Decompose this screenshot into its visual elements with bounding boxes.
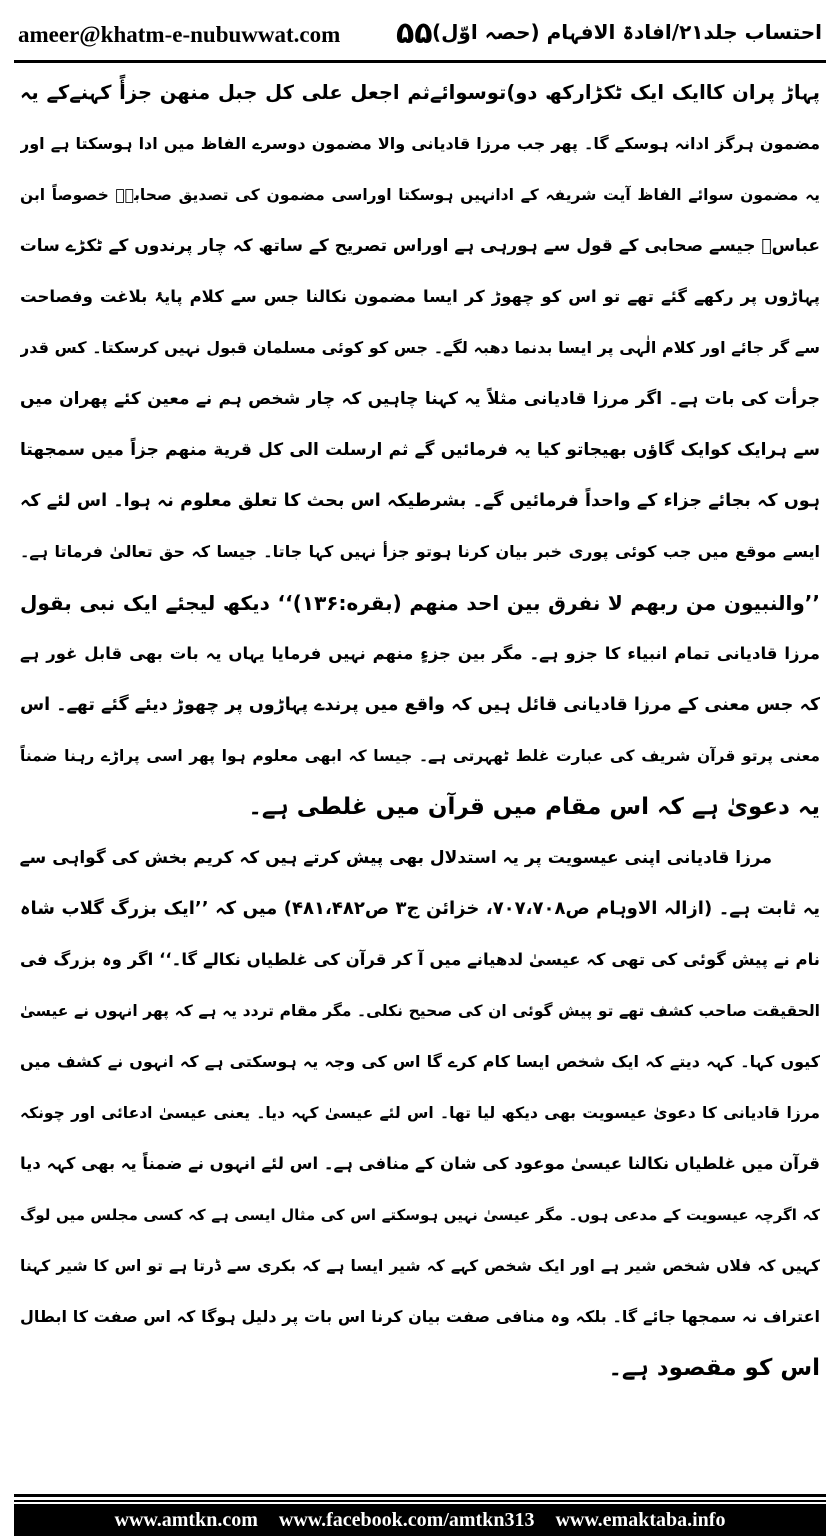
- text-line: کہ اگرچہ عیسویت کے مدعی ہوں۔ مگر عیسیٰ نہیں ہوسکتے اس کی مثال ایسی ہے کہ کسی مجلس میں لوگ: [20, 1206, 820, 1224]
- text-line: اس کو مقصود ہے۔: [608, 1355, 820, 1381]
- text-line: اعتراف نہ سمجھا جائے گا۔ بلکہ وہ منافی صفت بیان کرنا اس بات پر دلیل ہوگا کہ اس صفت کا ابطال: [20, 1307, 820, 1326]
- footer-rule: [14, 1494, 826, 1497]
- text-line: یہ دعویٰ ہے کہ اس مقام میں قرآن میں غلطی ہے۔: [248, 794, 820, 820]
- footer-rule: [14, 1500, 826, 1502]
- footer-link-facebook[interactable]: www.facebook.com/amtkn313: [278, 1509, 535, 1531]
- text-line: یہ ثابت ہے۔ (ازالہ الاوہام ص۷۰۷،۷۰۸، خزائن ج۳ ص۴۸۱،۴۸۲) میں کہ ’’ایک بزرگ گلاب شاہ: [20, 898, 820, 919]
- text-line: مضمون ہرگز ادانہ ہوسکے گا۔ پھر جب مرزا قادیانی والا مضمون دوسرے الفاظ میں ادا ہوسکتا ہے اور: [20, 134, 820, 153]
- footer-link-amtkn[interactable]: www.amtkn.com: [114, 1509, 258, 1531]
- text-line: عباسؓ جیسے صحابی کے قول سے ہورہی ہے اوراس تصریح کے ساتھ کہ چار پرندوں کے ٹکڑے سات: [20, 236, 820, 256]
- text-line: مرزا قادیانی تمام انبیاء کا جزو ہے۔ مگر بین جزءٍ منهم نہیں فرمایا یہاں یہ بات بھی قابل غور ہے: [20, 644, 820, 663]
- page-number: ۵۵: [396, 16, 433, 51]
- body-text: [20, 70, 820, 1430]
- text-line: الحقیقت صاحب کشف تھے تو پیش گوئی ان کی صحیح نکلی۔ مگر مقام تردد یہ ہے کہ پھر انہوں نے عیسیٰ: [20, 1002, 820, 1020]
- text-line: جرأت کی بات ہے۔ اگر مرزا قادیانی مثلاً یہ کہنا چاہیں کہ چار شخص ہم نے معین کئے پھران میں: [20, 389, 820, 409]
- page-header: [14, 14, 826, 62]
- header-rule: [14, 60, 826, 63]
- text-line: معنی پرتو قرآن شریف کی عبارت غلط ٹھہرتی ہے۔ جیسا کہ ابھی معلوم ہوا پھر اسی پراڑے رہنا ضمناً: [20, 747, 820, 765]
- text-line: قرآن میں غلطیاں نکالنا عیسیٰ موعود کی شان کے منافی ہے۔ اس لئے انہوں نے ضمناً یہ بھی کہہ دیا: [20, 1154, 820, 1173]
- text-line: نام نے پیش گوئی کی تھی کہ عیسیٰ لدھیانے میں آ کر قرآن کی غلطیاں نکالے گا۔‘‘ اگر وہ بزرگ فی: [20, 950, 820, 969]
- text-line: کہیں کہ فلاں شخص شیر ہے اور ایک شخص کہے کہ شیر ایسا ہے کہ بکری سے ڈرتا ہے تو اس کا شیر کہنا: [20, 1257, 820, 1275]
- text-line: سے گر جائے اور کلام الٰہی پر ایسا بدنما دھبہ لگے۔ جس کو کوئی مسلمان قبول نہیں کرسکتا۔ کس قدر: [20, 338, 820, 357]
- text-line: کہ جس معنی کے مرزا قادیانی قائل ہیں کہ واقع میں پرندے پہاڑوں پر چھوڑ دیئے گئے تھے۔ اس: [20, 695, 820, 715]
- text-line: مرزا قادیانی کا دعویٰ عیسویت بھی دیکھ لیا تھا۔ اس لئے عیسیٰ کہہ دیا۔ یعنی عیسیٰ ادعائی اور چونکہ: [20, 1104, 820, 1122]
- text-line: پہاڑوں پر رکھے گئے تھے تو اس کو چھوڑ کر ایسا مضمون نکالنا جس سے کلام پایۂ بلاغت وفصاحت: [20, 287, 820, 306]
- text-line: پہاڑ پران کاایک ایک ٹکڑارکھ دو)توسوائےثم اجعل علی کل جبل منهن جزأً کہنےکے یہ: [20, 81, 820, 104]
- text-line: مرزا قادیانی اپنی عیسویت پر یہ استدلال بھی پیش کرتے ہیں کہ کریم بخش کی گواہی سے: [20, 848, 772, 868]
- header-email: ameer@khatm-e-nubuwwat.com: [18, 22, 341, 47]
- footer-bar: [14, 1504, 826, 1536]
- footer-link-emaktaba[interactable]: www.emaktaba.info: [555, 1509, 726, 1531]
- book-title: احتساب جلد۲۱/افادۃ الافہام (حصہ اوّل): [431, 20, 822, 44]
- text-line: کیوں کہا۔ کہہ دیتے کہ ایک شخص ایسا کام کرے گا اس کی وجہ یہ ہوسکتی ہے کہ انہوں نے کشف میں: [20, 1052, 820, 1071]
- text-line: ایسے موقع میں جب کوئی پوری خبر بیان کرنا ہوتو جزأ نہیں کہا جاتا۔ جیسا کہ حق تعالیٰ فرماتا ہے۔: [20, 542, 820, 561]
- text-line: ہوں کہ بجائے جزاء کے واحداً فرمائیں گے۔ بشرطیکہ اس بحث کا تعلق معلوم نہ ہوا۔ اس لئے کہ: [20, 491, 820, 511]
- text-line: ’’والنبیون من ربهم لا نفرق بین احد منهم (بقره:۱۳۶)‘‘ دیکھ لیجئے ایک نبی بقول: [20, 591, 820, 615]
- text-line: یہ مضمون سوائے الفاظ آیت شریفہ کے ادانہیں ہوسکتا اوراسی مضمون کی تصدیق صحابہؓ خصوصاً ابن: [20, 186, 820, 204]
- text-line: سے ہرایک کوایک گاؤں بھیجاتو کیا یہ فرمائیں گے ثم ارسلت الی کل قرية منهم جزاً میں سمجھتا: [20, 440, 820, 460]
